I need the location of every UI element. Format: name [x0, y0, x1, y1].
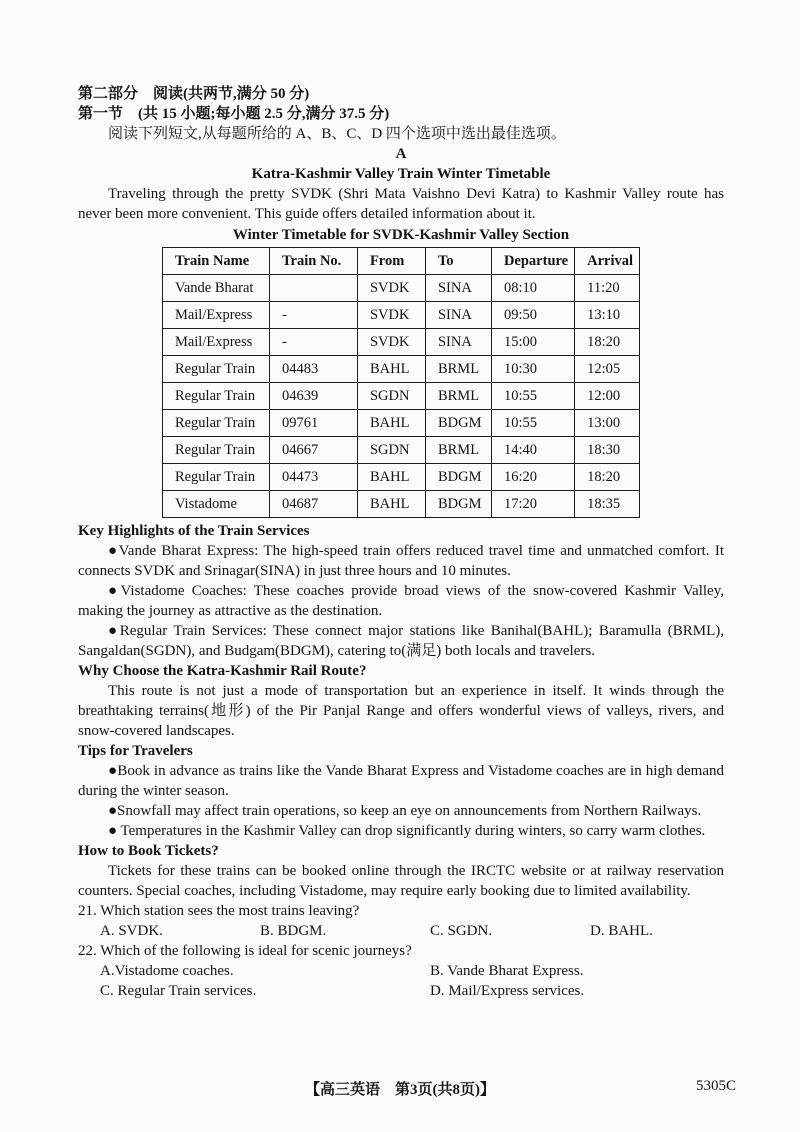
question-22 [78, 941, 724, 1001]
table-cell: BRML [425, 383, 491, 410]
table-cell: BDGM [425, 410, 491, 437]
table-cell: 09:50 [491, 302, 574, 329]
table-cell: 09761 [269, 410, 357, 437]
question-21-options [100, 921, 724, 941]
why-heading: Why Choose the Katra-Kashmir Rail Route? [78, 663, 367, 679]
table-cell: 18:20 [575, 329, 640, 356]
table-row [162, 383, 639, 410]
table-cell: SVDK [357, 302, 425, 329]
table-row [162, 437, 639, 464]
passage-title: Katra-Kashmir Valley Train Winter Timetable [251, 166, 551, 182]
column-header: Departure [491, 248, 574, 275]
table-row [162, 275, 639, 302]
highlight-item: ●Vistadome Coaches: These coaches provide broad views of the snow-covered Kashmir Valley, making the journey as attractive as the destination. [78, 583, 724, 619]
highlight-item: ●Vande Bharat Express: The high-speed train offers reduced travel time and unmatched comfort. It connects SVDK and Srinagar(SINA) in just three hours and 10 minutes. [78, 543, 724, 579]
column-header: From [357, 248, 425, 275]
column-header: Arrival [575, 248, 640, 275]
table-cell: Regular Train [162, 383, 269, 410]
table-cell: 04687 [269, 491, 357, 518]
question-22-options [100, 961, 724, 1001]
table-cell: 17:20 [491, 491, 574, 518]
table-cell: 10:55 [491, 383, 574, 410]
table-cell: 12:05 [575, 356, 640, 383]
timetable-header-row [162, 248, 639, 275]
table-row [162, 491, 639, 518]
table-cell: SGDN [357, 437, 425, 464]
table-cell: - [269, 329, 357, 356]
table-cell: Regular Train [162, 356, 269, 383]
column-header: Train Name [162, 248, 269, 275]
table-cell: 11:20 [575, 275, 640, 302]
table-cell: BAHL [357, 491, 425, 518]
column-header: To [425, 248, 491, 275]
table-cell: Regular Train [162, 437, 269, 464]
why-paragraph: This route is not just a mode of transportation but an experience in itself. It winds through the breathtaking terrains(地形) of the Pir Panjal Range and offers wonderful views of valleys, rivers, and snow-covered landscapes. [78, 683, 724, 739]
timetable [162, 247, 640, 518]
table-cell: 16:20 [491, 464, 574, 491]
table-row [162, 302, 639, 329]
table-cell: BRML [425, 356, 491, 383]
page-footer [0, 1078, 800, 1100]
highlight-item: ●Regular Train Services: These connect major stations like Banihal(BAHL); Baramulla (BRML), Sangaldan(SGDN), and Budgam(BDGM), catering to(满足) both locals and travelers. [78, 623, 724, 659]
table-cell: 08:10 [491, 275, 574, 302]
table-cell: 18:30 [575, 437, 640, 464]
section-heading: 第一节 (共 15 小题;每小题 2.5 分,满分 37.5 分) [78, 106, 390, 122]
column-header: Train No. [269, 248, 357, 275]
intro-paragraph: Traveling through the pretty SVDK (Shri Mata Vaishno Devi Katra) to Kashmir Valley route has never been more convenient. This guide offers detailed information about it. [78, 186, 724, 222]
table-cell: BRML [425, 437, 491, 464]
table-cell: Vistadome [162, 491, 269, 518]
table-cell: Mail/Express [162, 302, 269, 329]
question-text: 21. Which station sees the most trains leaving? [78, 903, 360, 919]
table-row [162, 464, 639, 491]
highlights-heading: Key Highlights of the Train Services [78, 523, 310, 539]
option-b: B. Vande Bharat Express. [430, 963, 584, 979]
table-cell: Regular Train [162, 410, 269, 437]
question-21 [78, 901, 724, 941]
table-cell: 18:35 [575, 491, 640, 518]
table-row [162, 356, 639, 383]
table-row [162, 329, 639, 356]
table-cell: 04483 [269, 356, 357, 383]
table-cell: 04667 [269, 437, 357, 464]
table-cell: SVDK [357, 329, 425, 356]
timetable-body [162, 275, 639, 518]
table-cell: SVDK [357, 275, 425, 302]
table-cell: 18:20 [575, 464, 640, 491]
table-cell: Mail/Express [162, 329, 269, 356]
option-a: A. SVDK. [100, 923, 163, 939]
option-b: B. BDGM. [260, 923, 327, 939]
table-cell: BDGM [425, 491, 491, 518]
footer-paper-code: 5305C [695, 1078, 736, 1094]
table-cell: SINA [425, 302, 491, 329]
table-cell: SGDN [357, 383, 425, 410]
table-cell: 10:30 [491, 356, 574, 383]
passage-label: A [395, 146, 407, 162]
table-cell: BAHL [357, 464, 425, 491]
footer-page-label: 【高三英语 第3页(共8页)】 [305, 1082, 495, 1098]
booking-heading: How to Book Tickets? [78, 843, 219, 859]
table-cell: 04473 [269, 464, 357, 491]
table-cell: 10:55 [491, 410, 574, 437]
table-cell: Regular Train [162, 464, 269, 491]
table-cell: BAHL [357, 410, 425, 437]
table-cell [269, 275, 357, 302]
table-cell: BAHL [357, 356, 425, 383]
question-text: 22. Which of the following is ideal for scenic journeys? [78, 943, 412, 959]
option-d: D. Mail/Express services. [430, 983, 585, 999]
table-cell: BDGM [425, 464, 491, 491]
table-cell: 14:40 [491, 437, 574, 464]
table-cell: 13:10 [575, 302, 640, 329]
table-cell: 15:00 [491, 329, 574, 356]
table-caption: Winter Timetable for SVDK-Kashmir Valley Section [232, 227, 570, 243]
table-cell: SINA [425, 275, 491, 302]
option-c: C. SGDN. [430, 923, 493, 939]
option-c: C. Regular Train services. [100, 983, 257, 999]
instruction-line: 阅读下列短文,从每题所给的 A、B、C、D 四个选项中选出最佳选项。 [108, 126, 566, 142]
part-heading: 第二部分 阅读(共两节,满分 50 分) [78, 86, 310, 102]
table-cell: 04639 [269, 383, 357, 410]
table-cell: Vande Bharat [162, 275, 269, 302]
table-cell: 12:00 [575, 383, 640, 410]
table-cell: SINA [425, 329, 491, 356]
tip-item: ●Snowfall may affect train operations, so keep an eye on announcements from Northern Railways. [108, 803, 702, 819]
table-cell: - [269, 302, 357, 329]
tip-item: ●Book in advance as trains like the Vande Bharat Express and Vistadome coaches are in high demand during the winter season. [78, 763, 724, 799]
booking-paragraph: Tickets for these trains can be booked online through the IRCTC website or at railway reservation counters. Special coaches, including Vistadome, may require early booking due to limited availability. [78, 863, 724, 899]
table-cell: 13:00 [575, 410, 640, 437]
tips-heading: Tips for Travelers [78, 743, 193, 759]
option-a: A.Vistadome coaches. [100, 963, 234, 979]
option-d: D. BAHL. [590, 923, 653, 939]
tip-item: ● Temperatures in the Kashmir Valley can drop significantly during winters, so carry warm clothes. [108, 823, 706, 839]
table-row [162, 410, 639, 437]
